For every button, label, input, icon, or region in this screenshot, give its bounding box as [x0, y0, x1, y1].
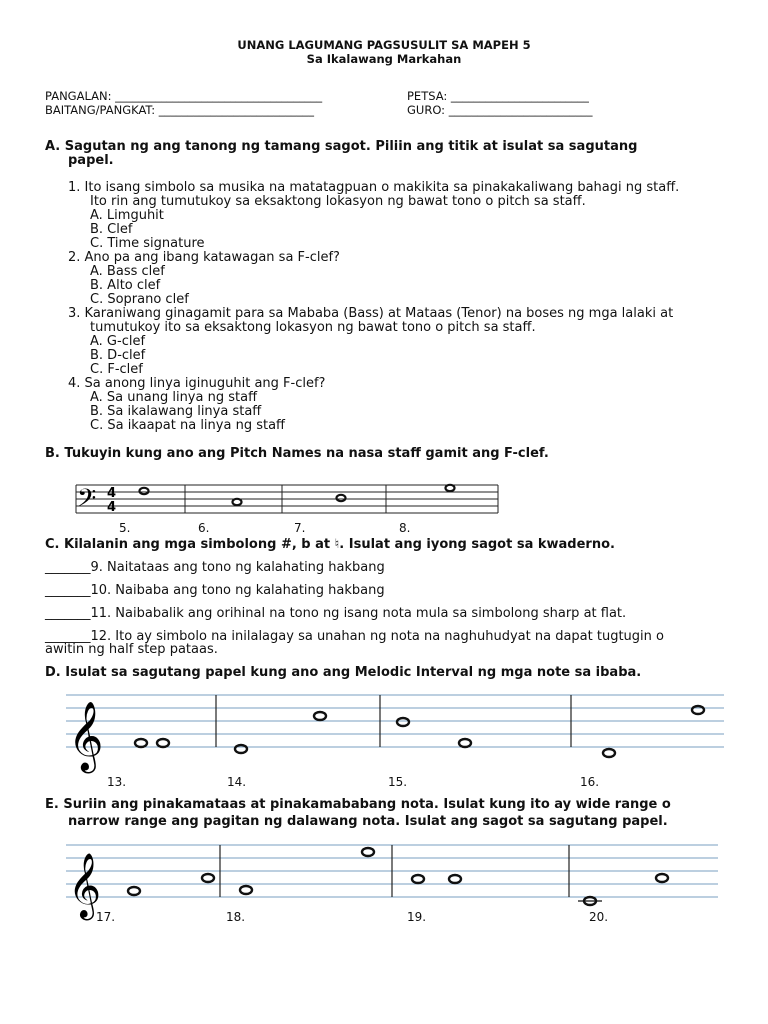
- item-12: _______12. Ito ay simbolo na inilalagay sa unahan ng nota na naghuhudyat na dapat tugtugin o: [45, 629, 664, 644]
- whole-note: [128, 887, 140, 895]
- whole-note: [135, 739, 147, 747]
- whole-note: [240, 886, 252, 894]
- page-title: UNANG LAGUMANG PAGSUSULIT SA MAPEH 5: [237, 38, 531, 52]
- whole-note: [459, 739, 471, 747]
- page-subtitle: Sa Ikalawang Markahan: [306, 52, 462, 66]
- question-3-cont: tumutukoy ito sa eksaktong lokasyon ng bawat tono o pitch sa staff.: [90, 320, 536, 335]
- section-d-title: D. Isulat sa sagutang papel kung ano ang Melodic Interval ng mga note sa ibaba.: [45, 665, 642, 680]
- q3-choice-a: A. G-clef: [90, 334, 146, 349]
- whole-note: [314, 712, 326, 720]
- q3-choice-b: B. D-clef: [90, 348, 146, 363]
- whole-note: [692, 706, 704, 714]
- q1-choice-a: A. Limguhit: [90, 208, 164, 223]
- grade-field-label: BAITANG/PANGKAT: ___________________________: [45, 103, 314, 117]
- date-field-label: PETSA: ________________________: [407, 89, 589, 103]
- treble-clef-icon: 𝄞: [68, 853, 102, 918]
- q2-choice-c: C. Soprano clef: [90, 292, 189, 307]
- section-e-title-cont: narrow range ang pagitan ng dalawang nota. Isulat ang sagot sa sagutang papel.: [68, 814, 668, 829]
- item-12-cont: awitin ng half step pataas.: [45, 642, 218, 657]
- whole-note: [337, 495, 346, 501]
- section-a-title-cont: papel.: [68, 153, 114, 168]
- item-9: _______9. Naitataas ang tono ng kalahating hakbang: [45, 560, 385, 575]
- whole-note: [603, 749, 615, 757]
- q4-choice-a: A. Sa unang linya ng staff: [90, 390, 258, 405]
- whole-note: [446, 485, 455, 491]
- bass-clef-staff: [72, 478, 502, 522]
- whole-note: [202, 874, 214, 882]
- question-1: 1. Ito isang simbolo sa musika na matatagpuan o makikita sa pinakakaliwang bahagi ng staff.: [68, 180, 680, 195]
- teacher-field-label: GURO: _________________________: [407, 103, 593, 117]
- question-4: 4. Sa anong linya iginuguhit ang F-clef?: [68, 376, 326, 391]
- item-label-18: 18.: [226, 910, 246, 924]
- item-label-6: 6.: [198, 521, 210, 535]
- section-c-title: C. Kilalanin ang mga simbolong #, b at ♮. Isulat ang iyong sagot sa kwaderno.: [45, 537, 615, 552]
- whole-note: [140, 488, 149, 494]
- whole-note: [397, 718, 409, 726]
- bass-clef-icon: 𝄢: [77, 484, 97, 519]
- item-label-20: 20.: [589, 910, 609, 924]
- whole-note: [362, 848, 374, 856]
- q4-choice-b: B. Sa ikalawang linya staff: [90, 404, 262, 419]
- item-label-14: 14.: [227, 775, 247, 789]
- section-a-title: A. Sagutan ng ang tanong ng tamang sagot. Piliin ang titik at isulat sa sagutang: [45, 139, 638, 154]
- q1-choice-b: B. Clef: [90, 222, 133, 237]
- q3-choice-c: C. F-clef: [90, 362, 143, 377]
- section-b-title: B. Tukuyin kung ano ang Pitch Names na nasa staff gamit ang F-clef.: [45, 446, 549, 461]
- item-11: _______11. Naibabalik ang orihinal na tono ng isang nota mula sa simbolong sharp at flat.: [45, 606, 627, 621]
- item-label-16: 16.: [580, 775, 600, 789]
- q2-choice-a: A. Bass clef: [90, 264, 165, 279]
- whole-note: [656, 874, 668, 882]
- whole-note: [449, 875, 461, 883]
- item-label-13: 13.: [107, 775, 127, 789]
- item-label-17: 17.: [96, 910, 116, 924]
- time-signature-top: 4: [107, 486, 117, 501]
- item-label-8: 8.: [399, 521, 411, 535]
- whole-note: [233, 499, 242, 505]
- q2-choice-b: B. Alto clef: [90, 278, 161, 293]
- time-signature-bottom: 4: [107, 500, 117, 515]
- whole-note: [235, 745, 247, 753]
- question-3: 3. Karaniwang ginagamit para sa Mababa (Bass) at Mataas (Tenor) na boses ng mga lalaki at: [68, 306, 674, 321]
- item-10: _______10. Naibaba ang tono ng kalahating hakbang: [45, 583, 385, 598]
- section-e-title: E. Suriin ang pinakamataas at pinakamababang nota. Isulat kung ito ay wide range o: [45, 797, 671, 812]
- question-2: 2. Ano pa ang ibang katawagan sa F-clef?: [68, 250, 340, 265]
- q1-choice-c: C. Time signature: [90, 236, 205, 251]
- item-label-5: 5.: [119, 521, 131, 535]
- whole-note: [157, 739, 169, 747]
- q4-choice-c: C. Sa ikaapat na linya ng staff: [90, 418, 285, 433]
- treble-clef-icon: 𝄞: [68, 701, 104, 771]
- whole-note: [412, 875, 424, 883]
- treble-clef-staff-d: [66, 682, 726, 771]
- item-label-15: 15.: [388, 775, 408, 789]
- item-label-19: 19.: [407, 910, 427, 924]
- question-1-cont: Ito rin ang tumutukoy sa eksaktong lokasyon ng bawat tono o pitch sa staff.: [90, 194, 586, 209]
- item-label-7: 7.: [294, 521, 306, 535]
- name-field-label: PANGALAN: ____________________________________: [45, 89, 323, 103]
